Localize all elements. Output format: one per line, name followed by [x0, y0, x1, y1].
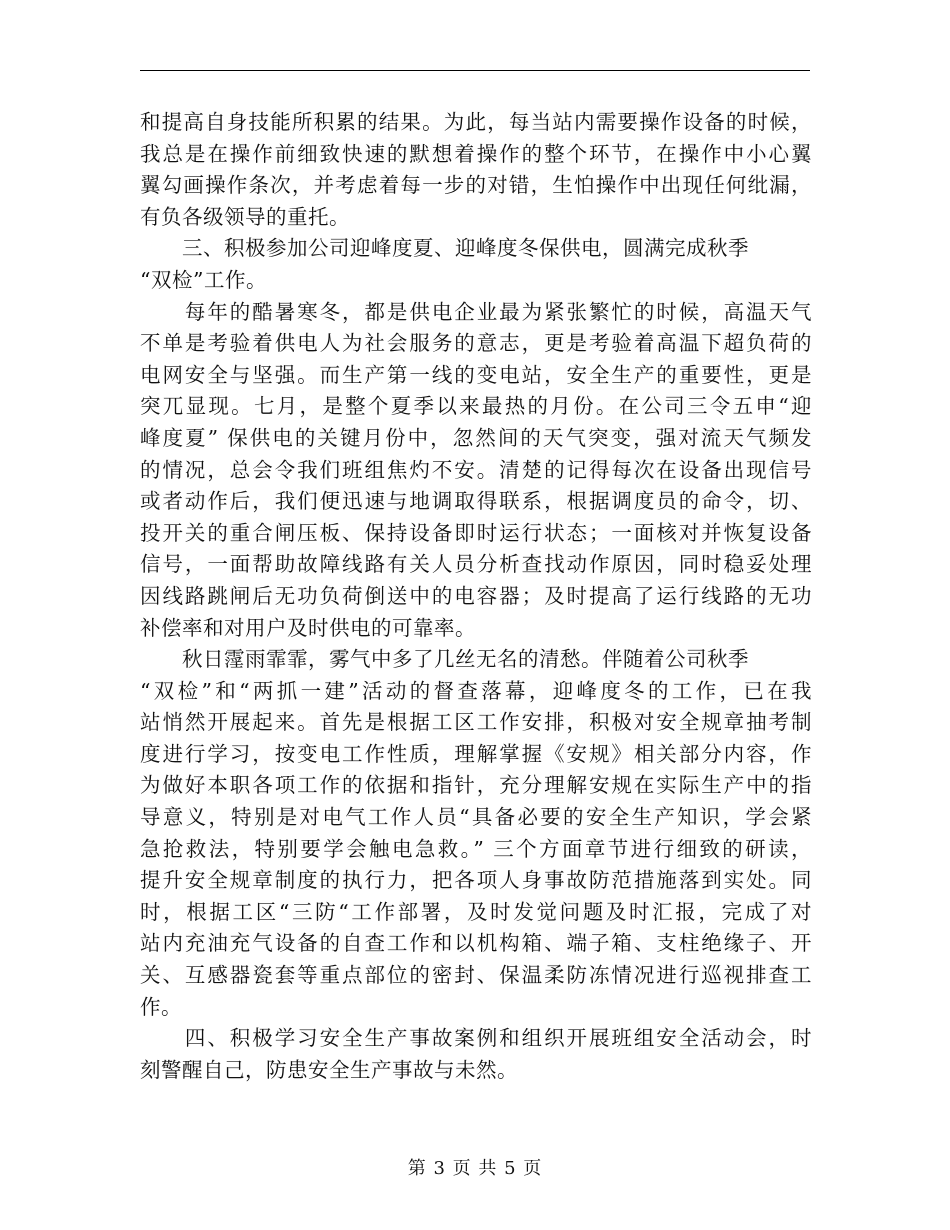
text-line: 补偿率和对用户及时供电的可靠率。 [140, 615, 476, 640]
text-line: 时，根据工区“三防“工作部署，及时发觉问题及时汇报，完成了对 [140, 899, 812, 924]
text-line: 提升安全规章制度的执行力，把各项人身事故防范措施落到实处。同 [140, 868, 812, 893]
text-line: 关、互感器瓷套等重点部位的密封、保温柔防冻情况进行巡视排查工 [140, 963, 812, 988]
text-line: 因线路跳闸后无功负荷倒送中的电容器；及时提高了运行线路的无功 [140, 583, 812, 608]
text-line: 或者动作后，我们便迅速与地调取得联系，根据调度员的命令，切、 [140, 489, 812, 514]
text-line: 度进行学习，按变电工作性质，理解掌握《安规》相关部分内容，作 [140, 741, 812, 766]
text-line: 刻警醒自己，防患安全生产事故与未然。 [140, 1057, 518, 1082]
text-line: 为做好本职各项工作的依据和指针，充分理解安规在实际生产中的指 [140, 773, 812, 798]
text-line: 信号，一面帮助故障线路有关人员分析查找动作原因，同时稳妥处理 [140, 552, 812, 577]
text-line: 翼勾画操作条次，并考虑着每一步的对错，生怕操作中出现任何纰漏， [140, 173, 812, 198]
text-line: “双检”和“两抓一建”活动的督查落幕，迎峰度冬的工作，已在我 [140, 678, 812, 703]
text-line: “双检”工作。 [140, 267, 267, 292]
text-line: 我总是在操作前细致快速的默想着操作的整个环节，在操作中小心翼 [140, 141, 812, 166]
text-line: 作。 [140, 994, 182, 1019]
text-line: 三、积极参加公司迎峰度夏、迎峰度冬保供电，圆满完成秋季 [140, 236, 749, 261]
text-line: 站内充油充气设备的自查工作和以机构箱、端子箱、支柱绝缘子、开 [140, 931, 812, 956]
text-line: 突兀显现。七月，是整个夏季以来最热的月份。在公司三令五申“迎 [140, 394, 812, 419]
text-line: 投开关的重合闸压板、保持设备即时运行状态；一面核对并恢复设备 [140, 520, 812, 545]
page-footer: 第 3 页 共 5 页 [407, 1158, 543, 1179]
text-line: 每年的酷暑寒冬，都是供电企业最为紧张繁忙的时候，高温天气 [140, 299, 812, 324]
text-line: 电网安全与坚强。而生产第一线的变电站，安全生产的重要性，更是 [140, 362, 812, 387]
text-line: 的情况，总会令我们班组焦灼不安。清楚的记得每次在设备出现信号 [140, 457, 812, 482]
text-line: 急抢救法，特别要学会触电急救。” 三个方面章节进行细致的研读， [140, 836, 812, 861]
text-line: 不单是考验着供电人为社会服务的意志，更是考验着高温下超负荷的 [140, 331, 812, 356]
text-line: 导意义，特别是对电气工作人员“具备必要的安全生产知识，学会紧 [140, 805, 812, 830]
body-text [140, 107, 812, 1086]
header-rule [140, 70, 810, 71]
text-line: 四、积极学习安全生产事故案例和组织开展班组安全活动会，时 [140, 1026, 812, 1051]
text-line: 秋日霪雨霏霏，雾气中多了几丝无名的清愁。伴随着公司秋季 [140, 647, 749, 672]
text-line: 和提高自身技能所积累的结果。为此，每当站内需要操作设备的时候， [140, 110, 812, 134]
text-line: 峰度夏” 保供电的关键月份中，忽然间的天气突变，强对流天气频发 [140, 425, 812, 450]
text-line: 有负各级领导的重托。 [140, 204, 350, 229]
text-line: 站悄然开展起来。首先是根据工区工作安排，积极对安全规章抽考制 [140, 710, 812, 735]
